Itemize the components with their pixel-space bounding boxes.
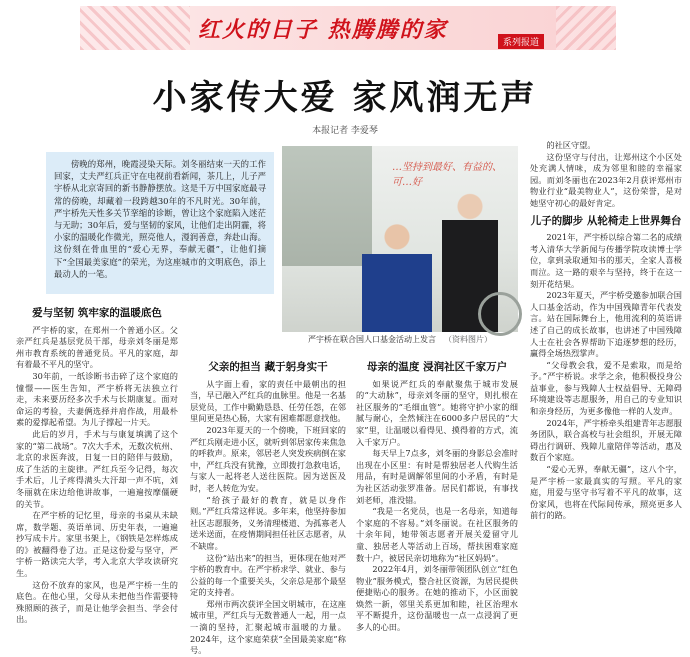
article-column-3 <box>356 356 518 633</box>
news-photo <box>282 146 518 332</box>
paragraph: 这份“站出来”的担当，更体现在他对严宇桥的教育中。在严宇桥求学、就业、参与公益的每一个重要关头，父亲总是那个最坚定的支持者。 <box>190 552 346 598</box>
photo-caption-text: 严宇桥在联合国人口基金活动上发言 <box>308 335 436 344</box>
paragraph: 2023年夏天的一个傍晚，下班回家的严红兵刚走进小区，就听到邻居家传来焦急的呼救声。原来，邻居老人突发疾病倒在家中，严红兵没有犹豫，立即拨打急救电话，与家人一起将老人送往医院。因为送医及时，老人转危为安。 <box>190 424 346 493</box>
wheelchair-wheel <box>478 292 522 336</box>
section-heading: 母亲的温度 浸润社区千家万户 <box>366 361 508 373</box>
byline: 本报记者 李爱琴 <box>312 126 378 136</box>
paragraph: “爱心无界，奉献无疆”，这八个字，是严宇桥一家最真实的写照。平凡的家庭，用爱与坚守书写着不平凡的故事，这份家风，也将在代际间传承，照亮更多人前行的路。 <box>530 464 682 521</box>
paragraph: 每天早上7点多，刘冬丽的身影总会准时出现在小区里：有时是帮独居老人代购生活用品，有时是调解邻里间的小矛盾，有时是为社区活动张罗准备。居民们都说，有事找刘老师，准没错。 <box>356 448 518 505</box>
article-column-4 <box>530 140 682 610</box>
paragraph: 2024年，严宇桥牵头组建青年志愿服务团队，联合高校与社会组织，开展无障碍出行调研、残障儿童陪伴等活动，惠及数百个家庭。 <box>530 417 682 463</box>
section-heading: 父亲的担当 藏于躬身实干 <box>208 361 328 373</box>
paragraph: 此后的岁月，手术与与康复填满了这个家的“第二战场”。7次大手术，无数次杭州、北京的求医奔波，日复一日的陪伴与鼓励，成了生活的主旋律。严红兵至今记得，每次手术后，儿子疼得满头大汗却一声不吭，刘冬丽就在床边给他讲故事，一遍遍按摩僵硬的关节。 <box>16 428 178 509</box>
paragraph: “我是一名党员，也是一名母亲，知道每个家庭的不容易。”刘冬丽说。在社区服务的十余年间，她带领志愿者开展关爱留守儿童、独居老人等活动上百场，帮扶困难家庭数十户，被居民亲切地称为“社区妈妈”。 <box>356 506 518 563</box>
paragraph: 30年前，一纸诊断书击碎了这个家庭的憧憬——医生告知，严宇桥将无法独立行走，未来要历经多次手术与长期康复。面对命运的考验，夫妻俩选择并肩作战，用最朴素的爱撑起希望。为儿子撑起一片天。 <box>16 370 178 428</box>
paragraph: 在严宇桥的记忆里，母亲的书桌从未缺席，数学题、英语单词、历史年表，一遍遍抄写成卡片。家里书架上，《钢铁是怎样炼成的》被翻得卷了边。正是这份爱与坚守，严宇桥一路读完大学，考入北京大学攻读研究生。 <box>16 510 178 579</box>
paragraph: 如果说严红兵的奉献聚焦于城市发展的“大动脉”，母亲刘冬丽的坚守，则扎根在社区服务的“毛细血管”。她将守护小家的细腻与耐心，全然倾注在6000多户居民的“大家”里，让温暖以看得见、摸得着的方式，流入千家万户。 <box>356 378 518 447</box>
paragraph: 的社区守望。 <box>546 140 596 150</box>
intro-box: 傍晚的郑州，晚霞浸染天际。刘冬丽结束一天的工作回家，丈夫严红兵正守在电视前看新闻，茶几上，儿子严宇桥从北京寄回的新书静静摆放。这是千万中国家庭最寻常的傍晚，却藏着一段跨越30年的不凡时光。30年前，严宇桥先天性多关节挛缩的诊断，曾让这个家庭陷入迷茫与无助；30年后，爱与坚韧的家风，让他们走出阴霾，将小家的温暖化作微光，照亮他人，漫润善意，奔赴山海。这份刻在骨血里的“爱心无界，奉献无疆”，让他们摘下“全国最美家庭”的荣光，为这座城市的文明底色，添上最动人的一笔。 <box>46 152 274 294</box>
column-banner <box>80 6 616 50</box>
paragraph: 严宇桥的家，在郑州一个普通小区。父亲严红兵是基层党员干部，母亲刘冬丽是郑州市教育系统的普通党员。平凡的家庭，却有着最不平凡的坚守。 <box>16 324 178 370</box>
paragraph: “父母教会我，爱不是索取，而是给予。”严宇桥说。求学之余，他积极投身公益事业，参与残障人士权益倡导、无障碍环境建设等志愿服务，用自己的专业知识和亲身经历，为更多像他一样的人发声。 <box>530 359 682 417</box>
article-column-2 <box>190 356 346 656</box>
banner-pattern-right <box>556 6 616 50</box>
paragraph: 这份坚守与付出，让郑州这个小区处处充满人情味，成为邻里和睦的幸福家园。而刘冬丽也在2023年2月获评郑州市物业行业“最美物业人”，这份荣誉，是对她坚守初心的最好肯定。 <box>530 151 682 208</box>
paragraph: 郑州市两次获评全国文明城市，在这座城市里，严红兵与无数普通人一起，用一点一滴的坚持，汇聚起城市温暖的力量。2024年，这个家庭荣获“全国最美家庭”称号。 <box>190 598 346 656</box>
photo-backdrop <box>282 146 372 266</box>
series-badge: 系列报道 <box>498 34 544 49</box>
paragraph: 2023年夏天，严宇桥受邀参加联合国人口基金活动，作为中国残障青年代表发言。站在国际舞台上，他用流利的英语讲述了自己的成长故事，也讲述了中国残障人士在社会各界帮助下追逐梦想的经历，赢得全场热烈掌声。 <box>530 290 682 359</box>
paragraph: 2021年，严宇桥以综合第二名的成绩考入清华大学新闻与传播学院攻读博士学位，拿到录取通知书的那天，全家人喜极而泣。这一路的艰辛与坚持，终于在这一刻开花结果。 <box>530 232 682 289</box>
paragraph: 2022年4月，刘冬丽带领团队创立“红色物业”服务模式，整合社区资源，为居民提供便捷贴心的服务。在她的推动下，小区面貌焕然一新，邻里关系更加和睦，社区治理水平不断提升，这份温暖也一点一点浸润了更多人的心田。 <box>356 564 518 633</box>
article-column-1 <box>16 302 178 625</box>
photo-speaker <box>362 216 432 332</box>
page-title: 小家传大爱 家风润无声 <box>152 78 538 118</box>
column-title: 红火的日子 热腾腾的家 <box>198 17 448 43</box>
photo-credit: （资料图片） <box>444 335 492 344</box>
section-heading: 爱与坚韧 筑牢家的温暖底色 <box>32 307 162 319</box>
section-heading: 儿子的脚步 从轮椅走上世界舞台 <box>530 214 682 227</box>
paragraph: “给孩子最好的教育，就是以身作则。”严红兵常这样说。多年来，他坚持参加社区志愿服务，义务清理楼道、为孤寡老人送米送面，在疫情期间担任社区志愿者，从不缺席。 <box>190 494 346 551</box>
photo-slogan: …坚持到最好、有益的、可…好 <box>392 162 502 188</box>
paragraph: 从字面上看，家的责任中最朝出的担当，早已融入严红兵的血脉里。他是一名基层党员，工作中勤勤恳恳、任劳任怨，在邻里间更是热心肠，大家有困难都愿意找他。 <box>190 378 346 424</box>
banner-pattern-left <box>80 6 190 50</box>
paragraph: 这份不放弃的家风，也是严宇桥一生的底色。在他心里，父母从未把他当作需要特殊照顾的孩子，而是让他学会担当、学会付出。 <box>16 579 178 625</box>
photo-caption <box>282 334 518 345</box>
